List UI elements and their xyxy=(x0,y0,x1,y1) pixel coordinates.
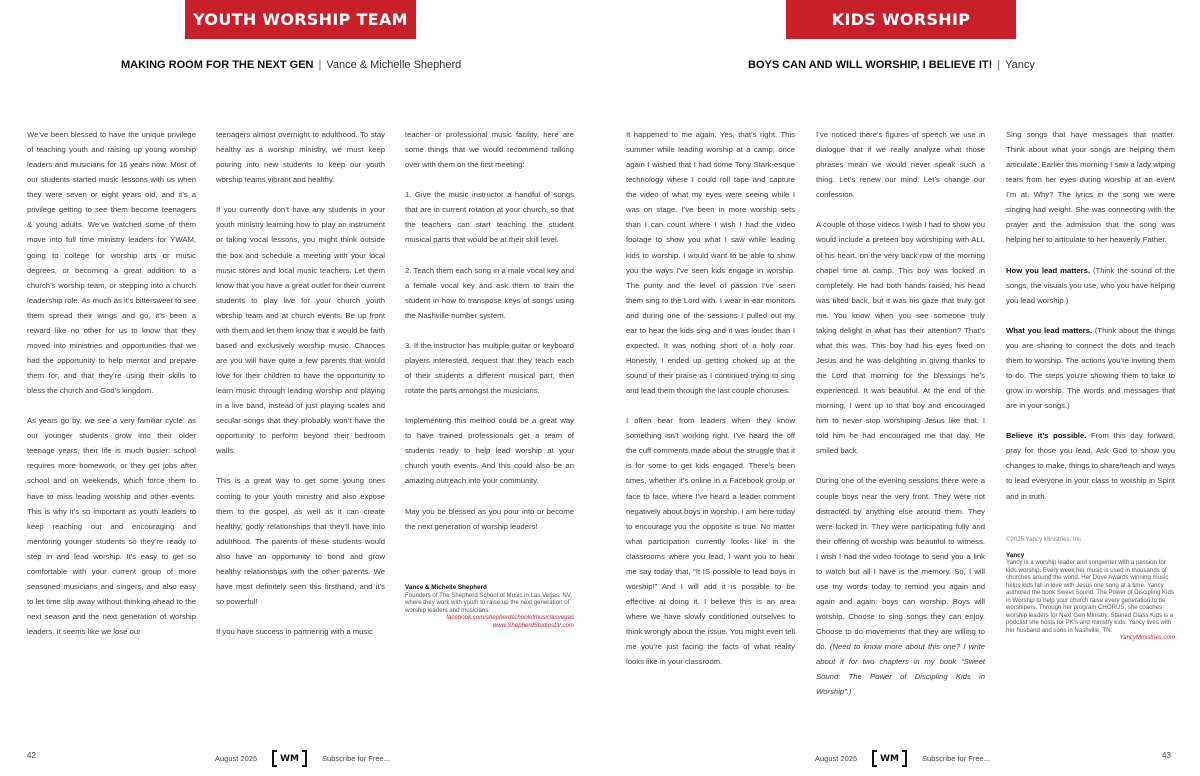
article-author: Vance & Michelle Shepherd xyxy=(326,59,462,71)
paragraph: If you have success in partnering with a music xyxy=(216,627,373,637)
text-column-2 xyxy=(216,127,385,654)
page-number-left: 42 xyxy=(27,751,36,760)
point-lead: How you lead matters. xyxy=(1006,265,1091,275)
text-column-5 xyxy=(816,127,985,714)
book-reference: (Need to know more about this one? I write about it for two chapters in my book “Sweet Sound: The Power of Discipling Kids in Worship”.) xyxy=(816,642,985,697)
author-bio-left xyxy=(405,584,574,629)
paragraph: 3. If the instructor has multiple guitar or keyboard players interested, request that they teach each of their students a different musical part, then rotate the parts amongst the musicians. xyxy=(405,340,574,396)
point-lead: What you lead matters. xyxy=(1006,325,1093,335)
point-text: From this day forward, pray for those you lead. Ask God to show you changes to make, things to share/teach and ways to lead everyone in your class to worship in Spirit and in truth. xyxy=(1006,431,1175,501)
paragraph: May you be blessed as you pour into or become the next generation of worship leaders! xyxy=(405,506,574,531)
section-banner-youth-worship-team: YOUTH WORSHIP TEAM xyxy=(185,0,416,39)
paragraph: Implementing this method could be a great way to have trained professionals get a team of students ready to help lead worship at your church youth events. And this could also be an amazing outreach into your community. xyxy=(405,416,574,486)
paragraph: teacher or professional music facility, here are some things that we would recommend talking over with them on the first meeting: xyxy=(405,130,574,170)
paragraph: We’ve been blessed to have the unique privilege of teaching youth and raising up young worship leaders and musicians for 16 years now. Most of our students started music lessons with us when they were seven or eight years old, and it’s a privilege getting to see them become teenagers & young adults. We’ve watched some of them move into full time ministry leaders for YWAM, going to college for worship arts or music degrees, or becoming a great addition to a church’s worship team, or stepping into a church leadership role. As much as it’s bittersweet to see them spread their wings and go, it’s been a reward like no other for us to know that they moved into ministries and opportunities that we had the opportunity to help mentor and prepare them for, and that they’re using their skills to bless the church and God’s kingdom. xyxy=(27,130,196,396)
bio-name: Yancy xyxy=(1006,551,1025,559)
article-headline: MAKING ROOM FOR THE NEXT GEN xyxy=(121,59,314,71)
paragraph: As years go by, we see a very familiar cycle: as our younger students grow into their older teenage years, their life is much busier: school requires more homework, or they get jobs after school and on weekends, which force them to have to miss leading worship and other events. This is why it’s so important as youth leaders to keep reaching out and encouraging and mentoring younger students so they’re ready to step in and lead worship. It’s easy to get so comfortable with your current group of more seasoned musicians and singers, and also easy to let time slip away without thinking ahead to the next season and the next generation of worship leaders. It seems like we lose our xyxy=(27,416,196,637)
paragraph xyxy=(1006,428,1175,503)
paragraph: A couple of those videos I wish I had to show you would include a preteen boy worshiping with ALL of his heart, on the very back row of the morning chapel time at camp. This boy was locked in completely. He had both hands raised, his head was tilted back, but it was his gaze that truly got me. You know when you see someone truly taking delight in what has their attention? That’s what this was. This boy had his eyes fixed on Jesus and he was delighting in giving thanks to the Lord that morning for the blessings he’s experienced. It was beautiful. At the end of the morning, I went up to that boy and encouraged him to never stop worshiping Jesus like that. I told him he had encouraged me that day. He smiled back. xyxy=(816,220,985,456)
page-number-right: 43 xyxy=(1162,751,1171,760)
paragraph: This is a great way to get some young ones coming to your youth ministry and also expose them to the gospel, as well as it can create healthy, godly relationships that they’ll have into adulthood. The parents of these students would also have an opportunity to bond and grow healthy relationships with the other parents. We have most definitely seen this firsthand, and it’s so powerful! xyxy=(216,476,385,606)
point-text: (Think about the things you are sharing to connect the dots and teach them to worship. The actions you’re inviting them to do. The steps you’re showing them to take to grow in worship. The words and messages that are in your songs.) xyxy=(1006,325,1176,411)
footer-right xyxy=(815,750,990,767)
subscribe-link[interactable]: Subscribe for Free... xyxy=(922,754,990,763)
text-column-6 xyxy=(1006,127,1175,519)
issue-date: August 2025 xyxy=(815,754,858,763)
bio-name: Vance & Michelle Shepherd xyxy=(405,584,487,591)
article-title-right xyxy=(748,59,1035,71)
article-headline: BOYS CAN AND WILL WORSHIP, I BELIEVE IT! xyxy=(748,59,993,71)
wm-logo: WM xyxy=(272,750,307,767)
paragraph: Sing songs that have messages that matter. Think about what your songs are helping them articulate. Earlier this morning I saw a lady wiping tears from her eyes during worship at an event I’m at. Why? The lyrics in the song we were singing had weight. She was connecting with the prayer and the admission that the song was helping her to articulate to her heavenly Father. xyxy=(1006,130,1175,245)
article-author: Yancy xyxy=(1005,59,1035,71)
copyright: ©2025 Yancy Ministries, Inc. xyxy=(1006,536,1083,543)
paragraph: 1. Give the music instructor a handful of songs that are in current rotation at your church, so that the teachers can start teaching the student musical parts that would be at their skill level. xyxy=(405,190,574,245)
paragraph: It happened to me again. Yes, that’s right. This summer while leading worship at a camp, once again I wished that I had some Tony Stark-esque technology where I could roll tape and capture the video of what my eyes were seeing while I was on stage. I’ve been in more worship sets than I can count where I wish I had the video footage to show you what I saw while leading kids to worship. I would want to be able to show you the ways I’ve seen kids engage in worship. The purity and the level of passion I’ve seen them sing to the Lord with. I wear in-ear monitors and during one of the sessions I pulled out my ear to hear the kids sing and it was louder than I expected. It was nothing short of a holy roar. Honestly, I ended up getting choked up at the sound of their praise as I continued trying to sing and lead them through the last couple choruses. xyxy=(626,130,795,396)
paragraph-text: During one of the evening sessions there were a couple boys near the very front. They were not distracted by anything else around them. They were locked in. They were participating fully and their offering of worship was beautiful to witness. I wish I had the video footage to send you a link to watch but all I have is the memory. So, I will use my words today to remind you again and again and again: boys can worship. Boys will worship. Choose to sing songs they can enjoy. Choose to do movements that they are willing to do. xyxy=(816,476,985,652)
website-link[interactable]: YancyMinistries.com xyxy=(1119,634,1175,641)
issue-date: August 2025 xyxy=(215,754,258,763)
text-column-1 xyxy=(27,127,196,654)
paragraph xyxy=(1006,263,1175,308)
paragraph xyxy=(816,473,985,699)
bio-text: Founders of The Shepherd School of Music in Las Vegas, NV, where they work with youth to raise up the next generation of worship leaders and musicians. xyxy=(405,591,573,614)
text-column-4 xyxy=(626,127,795,684)
bio-text: Yancy is a worship leader and songwriter with a passion for kids worship. Every week her music is used in thousands of churches around the world. Her Dove Awards winning music helps kids fall in love with Jesus one song at a time. Yancy authored the book Sweet Sound: The Power of Discipling Kids in Worship to help your church raise every generation to be worshipers. Through her program CHORUS, she coaches worship leaders for Next Gen Ministry. Stained Glass Kids is a podcast she hosts for PK’s and ministry kids. Yancy lives with her husband and sons in Nashville, TN. xyxy=(1006,559,1174,634)
article-title-left xyxy=(121,59,461,71)
text-column-3 xyxy=(405,127,574,549)
paragraph: If you currently don’t have any students in your youth ministry learning how to play an instrument or taking vocal lessons, you might think outside the box and schedule a meeting with your local music stores and local music teachers. Let them know that you have a great outlet for their current students to play live for your church youth worship team and at church events. Be up front with them and let them know that it would be faith based and exclusively worship music. Chances are you will have quite a few parents that would love for their children to have the opportunity to learn music through leading worship and playing in a live band, instead of just playing scales and secular songs that they probably won’t have the opportunity to perform beyond their bedroom walls. xyxy=(216,205,385,456)
paragraph: teenagers almost overnight to adulthood. To stay healthy as a worship ministry, we must keep pouring into new students to keep our youth worship teams vibrant and healthy. xyxy=(216,130,385,185)
facebook-link[interactable]: facebook.com/shepherdschoolofmusiclasvegas xyxy=(446,614,574,621)
title-separator: | xyxy=(997,59,1001,71)
paragraph: I often hear from leaders when they know something isn’t working right. I’ve heard the off the cuff comments made about the struggle that it is for some to get kids engaged. There’s been times, whether it’s online in a Facebook group or face to face, where I’ve heard a leader comment negatively about boys in worship. I am here today to encourage you the opposite is true. No matter what participation currently looks like in the classrooms where you lead, I want you to hear me say today that, “It IS possible to lead boys in worship!” And I will add it is possible to be effective at doing it. I believe this is an area where we have slowly conditioned ourselves to think wrongly about the issue. You might even tell me you’re just facing the facts of what reality looks like in your classroom. xyxy=(626,416,795,667)
website-link[interactable]: www.ShepherdStudiosLV.com xyxy=(492,621,574,629)
paragraph xyxy=(1006,323,1175,413)
footer-left xyxy=(215,750,390,767)
point-lead: Believe it’s possible. xyxy=(1006,431,1087,441)
title-separator: | xyxy=(318,59,322,71)
section-banner-kids-worship: KIDS WORSHIP xyxy=(786,0,1016,39)
author-bio-right xyxy=(1006,536,1175,642)
paragraph: 2. Teach them each song in a male vocal key and a female vocal key and ask them to train the student in how to transpose keys of songs using the Nashville number system. xyxy=(405,265,574,320)
point-text: (Think the sound of the songs, the visuals you use, who you have helping you lead worship.) xyxy=(1006,265,1175,305)
subscribe-link[interactable]: Subscribe for Free... xyxy=(322,754,390,763)
wm-logo: WM xyxy=(872,750,907,767)
paragraph: I’ve noticed there’s figures of speech we use in dialogue that if we really analyze what those phrases mean we would never speak such a thing. Let’s renew our mind. Let’s change our confession. xyxy=(816,130,985,200)
